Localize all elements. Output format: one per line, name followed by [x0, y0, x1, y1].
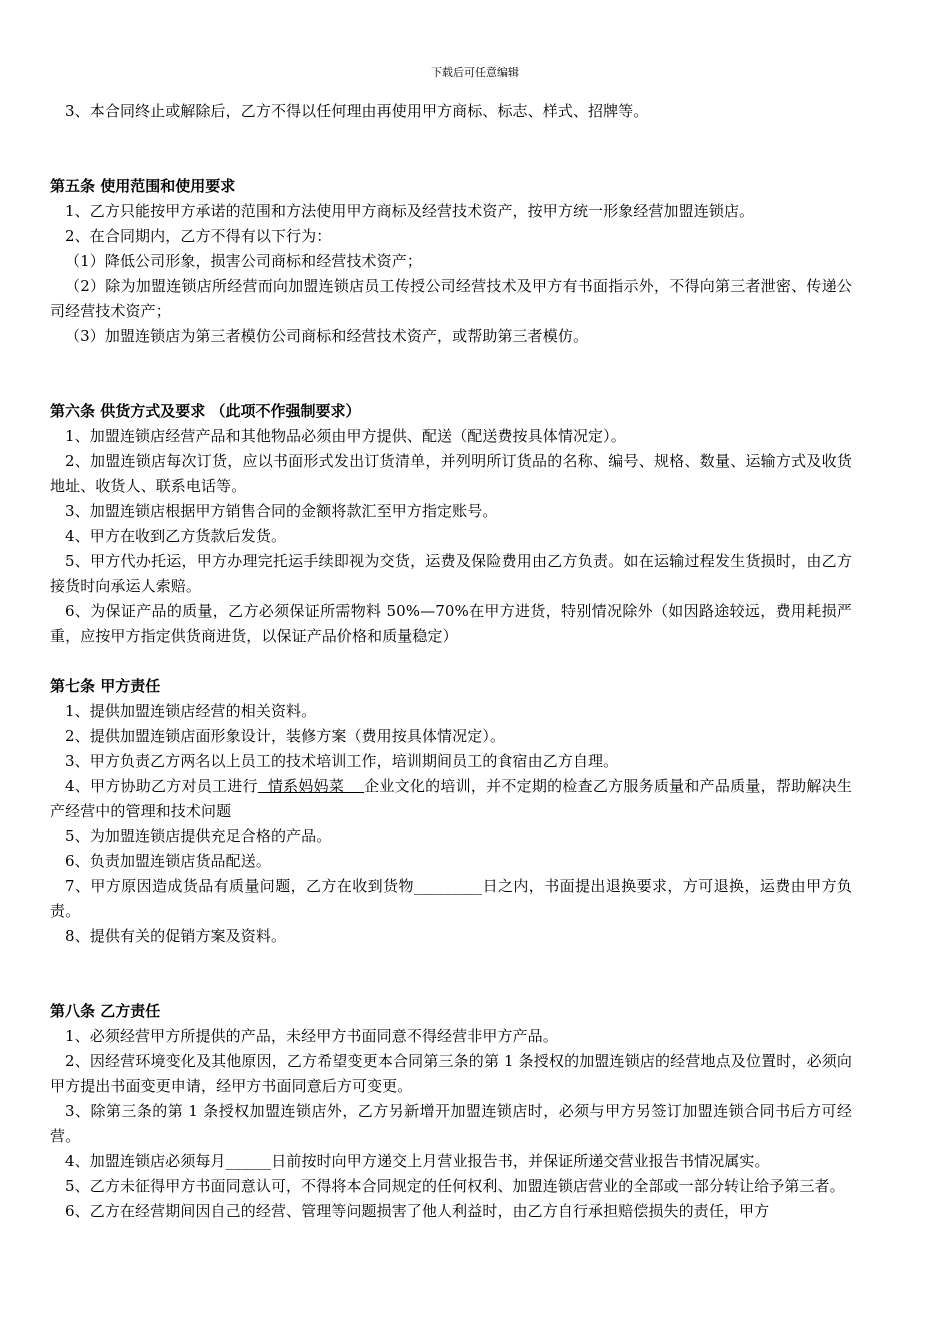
text-run: 7、甲方原因造成货品有质量问题，乙方在收到货物	[65, 877, 414, 895]
text-run: 4、甲方协助乙方对员工进行	[65, 777, 258, 795]
paragraph: 8、提供有关的促销方案及资料。	[65, 927, 287, 945]
paragraph: 2、提供加盟连锁店面形象设计，装修方案（费用按具体情况定）。	[65, 727, 506, 745]
text-run: 日之内，书面提出退换要求，方可退换，运费由甲方负责。	[50, 877, 852, 920]
paragraph: 3、甲方负责乙方两名以上员工的技术培训工作，培训期间员工的食宿由乙方自理。	[65, 752, 619, 770]
paragraph: 2、因经营环境变化及其他原因，乙方希望变更本合同第三条的第 1 条授权的加盟连锁店的经营地点及位置时，必须向甲方提出书面变更申请，经甲方书面同意后方可变更。	[50, 1052, 852, 1095]
article-7-heading: 第七条 甲方责任	[50, 677, 161, 695]
paragraph: 6、为保证产品的质量，乙方必须保证所需物料 50%—70%在甲方进货，特别情况除外（如因路途较远，费用耗损严重，应按甲方指定供货商进货，以保证产品价格和质量稳定）	[50, 602, 852, 645]
paragraph: （1）降低公司形象，损害公司商标和经营技术资产；	[65, 252, 422, 270]
paragraph: 1、必须经营甲方所提供的产品，未经甲方书面同意不得经营非甲方产品。	[65, 1027, 558, 1045]
paragraph: 1、提供加盟连锁店经营的相关资料。	[65, 702, 317, 720]
paragraph: 3、除第三条的第 1 条授权加盟连锁店外，乙方另新增开加盟连锁店时，必须与甲方另签订加盟连锁合同书后方可经营。	[50, 1102, 852, 1145]
paragraph: （2）除为加盟连锁店所经营而向加盟连锁店员工传授公司经营技术及甲方有书面指示外，不得向第三者泄密、传递公司经营技术资产；	[50, 277, 852, 320]
paragraph: 5、甲方代办托运，甲方办理完托运手续即视为交货，运费及保险费用由乙方负责。如在运输过程发生货损时，由乙方接货时向承运人索赔。	[50, 552, 852, 595]
paragraph	[50, 874, 852, 924]
paragraph: 5、为加盟连锁店提供充足合格的产品。	[65, 827, 332, 845]
page-header: 下载后可任意编辑	[431, 66, 519, 79]
blank-line: _________	[413, 877, 483, 895]
paragraph: 3、加盟连锁店根据甲方销售合同的金额将款汇至甲方指定账号。	[65, 502, 498, 520]
paragraph: 2、加盟连锁店每次订货，应以书面形式发出订货清单，并列明所订货品的名称、编号、规格、数量、运输方式及收货地址、收货人、联系电话等。	[50, 452, 852, 495]
paragraph: （3）加盟连锁店为第三者模仿公司商标和经营技术资产，或帮助第三者模仿。	[65, 327, 589, 345]
text-run: 企业文化的培训，并不定期的检查乙方服务质量和产品质量，帮助解决生产经营中的管理和技术问题	[50, 777, 852, 820]
contract-body	[50, 99, 852, 1224]
paragraph	[50, 774, 852, 824]
paragraph: 5、乙方未征得甲方书面同意认可，不得将本合同规定的任何权利、加盟连锁店营业的全部或一部分转让给予第三者。	[65, 1177, 845, 1195]
paragraph: 4、甲方在收到乙方货款后发货。	[65, 527, 287, 545]
article-6-heading: 第六条 供货方式及要求 （此项不作强制要求）	[50, 402, 361, 420]
underlined-brand: 情系妈妈菜	[257, 777, 365, 795]
paragraph	[50, 1149, 852, 1174]
text-run: 4、加盟连锁店必须每月	[65, 1152, 226, 1170]
blank-line: ______	[225, 1152, 272, 1170]
paragraph: 1、加盟连锁店经营产品和其他物品必须由甲方提供、配送（配送费按具体情况定）。	[65, 427, 626, 445]
paragraph: 1、乙方只能按甲方承诺的范围和方法使用甲方商标及经营技术资产，按甲方统一形象经营加盟连锁店。	[65, 202, 755, 220]
text-run: 日前按时向甲方递交上月营业报告书，并保证所递交营业报告书情况属实。	[271, 1152, 770, 1170]
paragraph: 2、在合同期内，乙方不得有以下行为：	[65, 227, 332, 245]
paragraph: 6、负责加盟连锁店货品配送。	[65, 852, 271, 870]
paragraph: 6、乙方在经营期间因自己的经营、管理等问题损害了他人利益时，由乙方自行承担赔偿损失的责任，甲方	[65, 1202, 770, 1220]
article-8-heading: 第八条 乙方责任	[50, 1002, 161, 1020]
paragraph: 3、本合同终止或解除后，乙方不得以任何理由再使用甲方商标、标志、样式、招牌等。	[65, 102, 649, 120]
article-5-heading: 第五条 使用范围和使用要求	[50, 177, 236, 195]
